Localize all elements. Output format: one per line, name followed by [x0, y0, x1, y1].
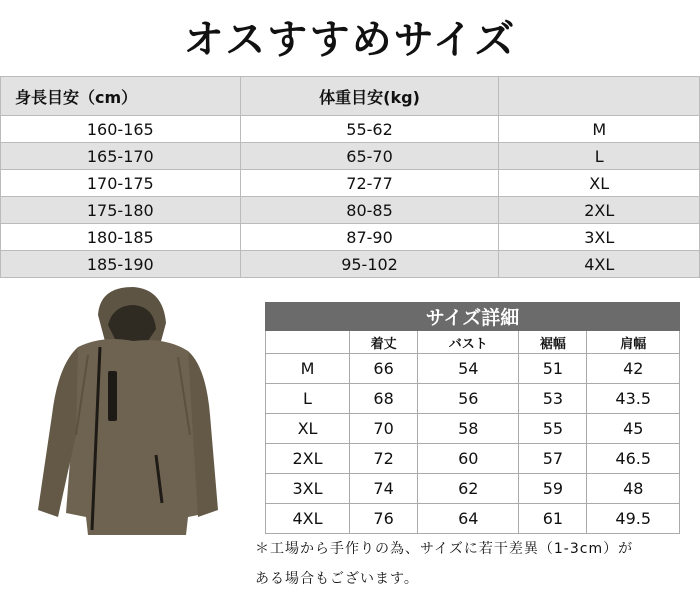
header-shoulder: 肩幅	[587, 331, 680, 354]
bust-cell: 64	[418, 504, 519, 534]
header-hem: 裾幅	[519, 331, 587, 354]
jacket-image	[28, 285, 228, 545]
height-cell: 170-175	[1, 170, 241, 197]
length-cell: 68	[350, 384, 418, 414]
shoulder-cell: 45	[587, 414, 680, 444]
size-cell: 4XL	[266, 504, 350, 534]
weight-cell: 55-62	[240, 116, 499, 143]
shoulder-cell: 48	[587, 474, 680, 504]
shoulder-cell: 49.5	[587, 504, 680, 534]
table-row	[1, 116, 700, 143]
bust-cell: 60	[418, 444, 519, 474]
header-size	[266, 331, 350, 354]
size-detail-table	[265, 302, 680, 534]
size-cell: XL	[499, 170, 700, 197]
size-cell: M	[266, 354, 350, 384]
height-cell: 165-170	[1, 143, 241, 170]
header-size	[499, 77, 700, 116]
table-row	[266, 474, 680, 504]
hem-cell: 55	[519, 414, 587, 444]
shoulder-cell: 42	[587, 354, 680, 384]
weight-cell: 72-77	[240, 170, 499, 197]
detail-title: サイズ詳細	[266, 303, 680, 331]
weight-cell: 95-102	[240, 251, 499, 278]
header-weight: 体重目安(kg)	[240, 77, 499, 116]
table-row	[1, 197, 700, 224]
page-title: オスすすめサイズ	[183, 17, 517, 63]
hem-cell: 59	[519, 474, 587, 504]
length-cell: 66	[350, 354, 418, 384]
table-row	[266, 414, 680, 444]
size-cell: XL	[266, 414, 350, 444]
table-row	[1, 143, 700, 170]
detail-header-row	[266, 331, 680, 354]
height-cell: 160-165	[1, 116, 241, 143]
size-cell: L	[266, 384, 350, 414]
size-cell: 3XL	[499, 224, 700, 251]
hem-cell: 51	[519, 354, 587, 384]
table-row	[266, 384, 680, 414]
header-length: 着丈	[350, 331, 418, 354]
height-cell: 175-180	[1, 197, 241, 224]
table-row	[1, 170, 700, 197]
note-line-1: ＊工場から手作りの為、サイズに若干差異（1-3cm）が	[255, 541, 634, 557]
table-row	[266, 504, 680, 534]
size-cell: 3XL	[266, 474, 350, 504]
height-cell: 185-190	[1, 251, 241, 278]
size-cell: M	[499, 116, 700, 143]
table-row	[266, 444, 680, 474]
weight-cell: 80-85	[240, 197, 499, 224]
shoulder-cell: 43.5	[587, 384, 680, 414]
weight-cell: 87-90	[240, 224, 499, 251]
table-row	[1, 251, 700, 278]
bust-cell: 54	[418, 354, 519, 384]
hem-cell: 57	[519, 444, 587, 474]
note-line-2: ある場合もございます。	[255, 571, 419, 587]
size-cell: 4XL	[499, 251, 700, 278]
detail-title-row	[266, 303, 680, 331]
bust-cell: 56	[418, 384, 519, 414]
header-bust: バスト	[418, 331, 519, 354]
height-cell: 180-185	[1, 224, 241, 251]
header-height: 身長目安（cm）	[1, 77, 241, 116]
size-cell: 2XL	[499, 197, 700, 224]
hem-cell: 53	[519, 384, 587, 414]
shoulder-cell: 46.5	[587, 444, 680, 474]
table-row	[266, 354, 680, 384]
weight-cell: 65-70	[240, 143, 499, 170]
recommended-size-table	[0, 76, 700, 278]
bust-cell: 62	[418, 474, 519, 504]
length-cell: 72	[350, 444, 418, 474]
length-cell: 74	[350, 474, 418, 504]
size-note	[255, 534, 695, 594]
bust-cell: 58	[418, 414, 519, 444]
size-cell: L	[499, 143, 700, 170]
size-cell: 2XL	[266, 444, 350, 474]
hem-cell: 61	[519, 504, 587, 534]
table-header-row	[1, 77, 700, 116]
table-row	[1, 224, 700, 251]
length-cell: 70	[350, 414, 418, 444]
length-cell: 76	[350, 504, 418, 534]
